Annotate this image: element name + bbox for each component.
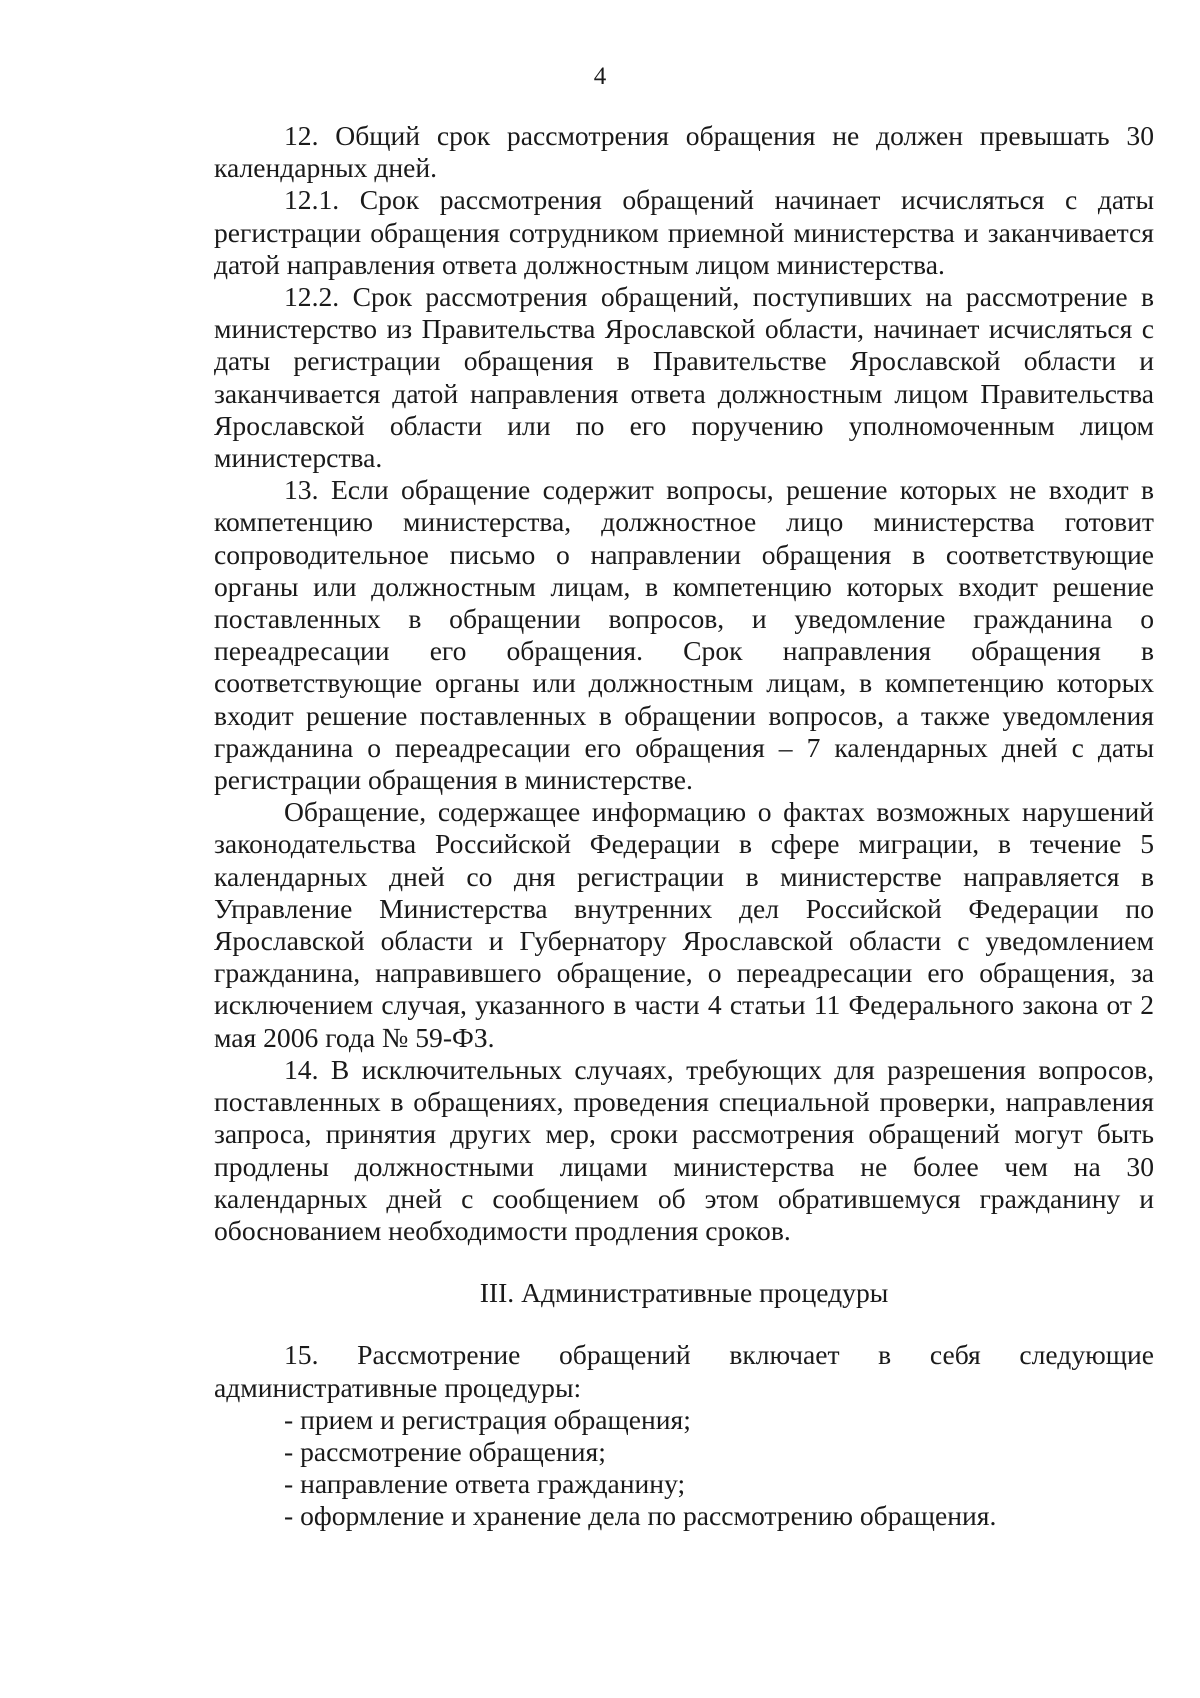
paragraph-12: 12. Общий срок рассмотрения обращения не должен превышать 30 календарных дней.: [214, 120, 1154, 184]
section-heading: III. Административные процедуры: [479, 1277, 889, 1309]
list-item: - направление ответа гражданину;: [284, 1468, 686, 1500]
paragraph-12-2: 12.2. Срок рассмотрения обращений, поступивших на рассмотрение в министерство из Правительства Ярославской области, начинает исчисляться с даты регистрации обращения в Правительстве Ярославской области и заканчивается датой направления ответа должностным лицом Правительства Ярославской области или по его поручению уполномоченным лицом министерства.: [214, 281, 1154, 474]
paragraph-14: 14. В исключительных случаях, требующих для разрешения вопросов, поставленных в обращениях, проведения специальной проверки, направления запроса, принятия других мер, сроки рассмотрения обращений могут быть продлены должностными лицами министерства не более чем на 30 календарных дней с сообщением об этом обратившемуся гражданину и обоснованием необходимости продления сроков.: [214, 1053, 1154, 1246]
paragraph-15: 15. Рассмотрение обращений включает в себя следующие административные процедуры:: [214, 1339, 1154, 1403]
document-body: [214, 120, 1154, 1533]
page-number: 4: [593, 63, 607, 90]
list-item: - рассмотрение обращения;: [284, 1435, 606, 1467]
paragraph-12-1: 12.1. Срок рассмотрения обращений начинает исчисляться с даты регистрации обращения сотрудником приемной министерства и заканчивается датой направления ответа должностным лицом министерства.: [214, 184, 1154, 280]
procedure-list: [214, 1404, 1154, 1533]
list-item: - прием и регистрация обращения;: [284, 1403, 691, 1435]
paragraph-13: 13. Если обращение содержит вопросы, решение которых не входит в компетенцию министерства, должностное лицо министерства готовит сопроводительное письмо о направлении обращения в соответствующие органы или должностным лицам, в компетенцию которых входит решение поставленных в обращении вопросов, и уведомление гражданина о переадресации его обращения. Срок направления обращения в соответствующие органы или должностным лицам, в компетенцию которых входит решение поставленных в обращении вопросов, а также уведомления гражданина о переадресации его обращения – 7 календарных дней с даты регистрации обращения в министерстве.: [214, 474, 1154, 796]
list-item: - оформление и хранение дела по рассмотрению обращения.: [284, 1500, 997, 1532]
paragraph-13-migration: Обращение, содержащее информацию о фактах возможных нарушений законодательства Российской Федерации в сфере миграции, в течение 5 календарных дней со дня регистрации в министерстве направляется в Управление Министерства внутренних дел Российской Федерации по Ярославской области и Губернатору Ярославской области с уведомлением гражданина, направившего обращение, о переадресации его обращения, за исключением случая, указанного в части 4 статьи 11 Федерального закона от 2 мая 2006 года № 59-ФЗ.: [214, 796, 1154, 1053]
